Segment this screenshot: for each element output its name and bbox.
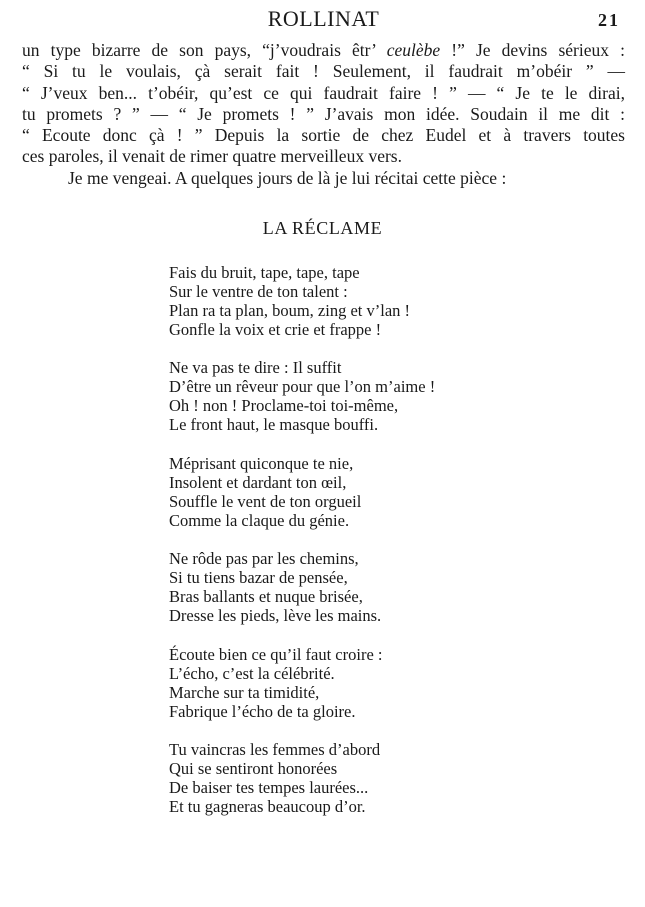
prose-line: “ Si tu le voulais, çà serait fait ! Seulement, il faudrait m’obéir ” — <box>22 61 625 82</box>
running-head <box>22 6 625 34</box>
prose-line-indented: Je me vengeai. A quelques jours de là je lui récitai cette pièce : <box>68 167 507 188</box>
verse-line: Et tu gagneras beaucoup d’or. <box>169 796 366 816</box>
stanza <box>169 740 435 816</box>
verse-line: Méprisant quiconque te nie, <box>169 453 354 473</box>
verse-line: Comme la claque du génie. <box>169 510 350 530</box>
verse-line: Fais du bruit, tape, tape, tape <box>169 263 360 282</box>
poem-title: LA RÉCLAME <box>262 218 383 238</box>
prose-text: !” Je devins sérieux : <box>440 40 625 60</box>
running-title: ROLLINAT <box>267 6 380 31</box>
stanza <box>169 549 435 625</box>
poem <box>169 263 435 835</box>
verse-line: Qui se sentiront honorées <box>169 758 338 778</box>
verse-line: Gonfle la voix et crie et frappe ! <box>169 320 382 339</box>
prose-paragraph <box>22 40 625 189</box>
prose-text: un type bizarre de son pays, “j’voudrais êtr’ <box>22 40 387 60</box>
prose-line: “ J’veux ben... t’obéir, qu’est ce qui faudrait faire ! ” — “ Je te le dirai, <box>22 82 625 103</box>
verse-line: Écoute bien ce qu’il faut croire : <box>169 644 383 664</box>
prose-line: tu promets ? ” — “ Je promets ! ” J’avais mon idée. Soudain il me dit : <box>22 103 625 124</box>
verse-line: Dresse les pieds, lève les mains. <box>169 606 382 626</box>
verse-line: Marche sur ta timidité, <box>169 682 320 702</box>
prose-line <box>22 40 625 61</box>
verse-line: Insolent et dardant ton œil, <box>169 472 347 492</box>
verse-line: D’être un rêveur pour que l’on m’aime ! <box>169 377 436 397</box>
stanza <box>169 263 435 339</box>
verse-line: Bras ballants et nuque brisée, <box>169 587 363 607</box>
page-number: 21 <box>598 10 620 30</box>
verse-line: Tu vaincras les femmes d’abord <box>169 739 381 759</box>
verse-line: Plan ra ta plan, boum, zing et v’lan ! <box>169 301 411 320</box>
verse-line: Oh ! non ! Proclame-toi toi-même, <box>169 396 399 416</box>
verse-line: L’écho, c’est la célébrité. <box>169 663 335 683</box>
verse-line: Souffle le vent de ton orgueil <box>169 491 362 511</box>
stanza <box>169 454 435 530</box>
verse-line: Si tu tiens bazar de pensée, <box>169 568 348 588</box>
verse-line: Ne va pas te dire : Il suffit <box>169 358 342 378</box>
verse-line: Fabrique l’écho de ta gloire. <box>169 701 356 721</box>
prose-line: “ Ecoute donc çà ! ” Depuis la sortie de chez Eudel et à travers toutes <box>22 125 625 146</box>
italic-word: ceulèbe <box>386 40 441 60</box>
stanza <box>169 645 435 721</box>
verse-line: Ne rôde pas par les chemins, <box>169 549 359 569</box>
verse-line: Le front haut, le masque bouffi. <box>169 415 379 435</box>
prose-line: ces paroles, il venait de rimer quatre merveilleux vers. <box>22 146 402 167</box>
verse-line: Sur le ventre de ton talent : <box>169 282 348 301</box>
stanza <box>169 358 435 434</box>
verse-line: De baiser tes tempes laurées... <box>169 777 369 797</box>
